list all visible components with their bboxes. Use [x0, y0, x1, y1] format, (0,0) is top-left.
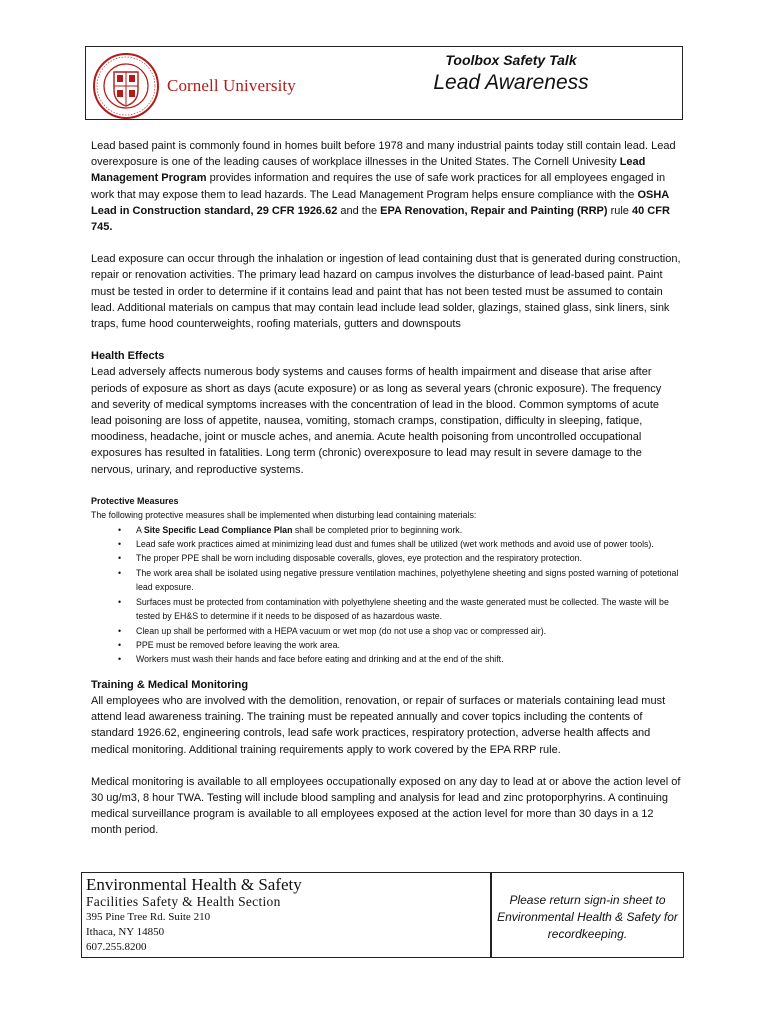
bullet-icon: •: [118, 524, 122, 535]
list-item-text: Surfaces must be protected from contamination with polyethylene sheeting and the waste generated must be collected. The waste will be tested by EH&S to determine if it needs to be disposed of as hazardous waste.: [136, 596, 669, 622]
list-item: [91, 652, 681, 666]
intro-bold-program: Lead Management Program: [91, 156, 646, 185]
cornell-logo: [90, 49, 305, 119]
document-body: [91, 138, 681, 855]
intro-text: rule: [607, 204, 632, 217]
bullet-icon: •: [118, 639, 122, 650]
footer-address-line2: Ithaca, NY 14850: [86, 926, 165, 938]
intro-text: Lead based paint is commonly found in homes built before 1978 and many industrial paints today still contain lead. Lead overexposure is one of the leading causes of workplace illnesses in the United States. The Cornell Univesity: [91, 140, 676, 169]
bullet-icon: •: [118, 654, 122, 665]
list-item: [91, 537, 681, 551]
list-item-text: A: [136, 524, 144, 535]
footer-contact-box: [81, 872, 491, 958]
list-item-text: Clean up shall be performed with a HEPA vacuum or wet mop (do not use a shop vac or compressed air).: [136, 625, 547, 636]
health-effects-paragraph: Lead adversely affects numerous body systems and causes forms of health impairment and disease that arise after periods of exposure as short as days (acute exposure) or as long as several years (chronic exposure). The frequency and severity of medical symptoms increases with the concentration of lead in the blood. Common symptoms of acute lead poisoning are loss of appetite, nausea, vomiting, stomach cramps, constipation, difficulty in sleeping, fatique, moodiness, headache, joint or muscle aches, and anemia. Acute health poisoning from uncontrolled occupational exposures has resulted in fatalities. Long term (chronic) overexposure to lead may result in severe damage to the nervous, urinary, and reproductive systems.: [91, 366, 662, 476]
footer-note: Please return sign-in sheet to Environmental Health & Safety for recordkeeping.: [497, 893, 678, 941]
intro-text: and the: [337, 204, 381, 217]
protective-measures-heading: Protective Measures: [91, 495, 179, 506]
list-item: [91, 624, 681, 638]
intro-text: provides information and requires the use of safe work practices for all employees engaged in work that may expose them to lead hazards. The Lead Management Program helps ensure compliance with the: [91, 172, 666, 201]
list-item: [91, 595, 681, 624]
footer-org: Environmental Health & Safety: [86, 875, 302, 894]
document-subtitle: Toolbox Safety Talk: [445, 52, 577, 68]
bullet-icon: •: [118, 553, 122, 564]
protective-measures-intro: The following protective measures shall be implemented when disturbing lead containing materials:: [91, 510, 477, 521]
health-effects-heading: Health Effects: [91, 350, 165, 363]
intro-bold-cfr: 40 CFR 745.: [91, 204, 670, 234]
bullet-icon: •: [118, 625, 122, 636]
medical-monitoring-paragraph: Medical monitoring is available to all employees occupationally exposed on any day to lead at or above the action level of 30 ug/m3, 8 hour TWA. Testing will include blood sampling and analysis for lead and zinc protoporphyrins. A continuing medical surveillance program is available to all employees exposed at the action level for more than 30 days in a 12 month period.: [91, 775, 681, 837]
training-paragraph: All employees who are involved with the demolition, renovation, or repair of surfaces or materials containing lead must attend lead awareness training. The training must be repeated annually and cover topics including the contents of standard 1926.62, engineering controls, lead safe work practices, respiratory protection, adverse health affects and medical monitoring. Additional training requirements apply to work covered by the EPA RRP rule.: [91, 694, 666, 756]
cornell-seal-icon: [92, 52, 160, 120]
list-item: [91, 551, 681, 565]
list-item-text: Workers must wash their hands and face before eating and drinking and at the end of the shift.: [136, 654, 504, 665]
list-item-text: The proper PPE shall be worn including disposable coveralls, gloves, eye protection and the respiratory protection.: [136, 553, 582, 564]
footer-section: Facilities Safety & Health Section: [86, 894, 281, 909]
exposure-paragraph: Lead exposure can occur through the inhalation or ingestion of lead containing dust that is generated during construction, repair or renovation activities. The primary lead hazard on campus involves the disturbance of lead-based paint. Paint must be tested in order to determine if it contains lead and paint that has not been tested must be assumed to contain lead. Additional materials on campus that may contain lead include lead solder, glazings, stained glass, sink liners, sink traps, fume hood counterweights, roofing materials, gutters and downspouts: [91, 253, 681, 331]
university-name: Cornell University: [167, 76, 296, 95]
protective-measures-section: [91, 494, 681, 667]
training-heading: Training & Medical Monitoring: [91, 678, 249, 691]
document-title: Lead Awareness: [433, 71, 589, 94]
footer-address-line1: 395 Pine Tree Rd. Suite 210: [86, 911, 211, 923]
footer-phone: 607.255.8200: [86, 941, 147, 953]
list-item-bold: Site Specific Lead Compliance Plan: [143, 524, 293, 535]
footer-note-box: [491, 872, 684, 958]
header-titles: [346, 51, 676, 95]
list-item: [91, 638, 681, 652]
bullet-icon: •: [118, 539, 122, 550]
protective-measures-list: [91, 523, 681, 667]
list-item-text: shall be completed prior to beginning work.: [292, 524, 463, 535]
header-box: [85, 46, 683, 120]
intro-bold-epa: EPA Renovation, Repair and Painting (RRP): [380, 204, 608, 217]
list-item: [91, 566, 681, 595]
intro-paragraph: [91, 138, 681, 235]
bullet-icon: •: [118, 596, 122, 607]
bullet-icon: •: [118, 567, 122, 578]
list-item-text: PPE must be removed before leaving the work area.: [136, 639, 340, 650]
intro-bold-osha: OSHA Lead in Construction standard, 29 CFR 1926.62: [91, 188, 669, 217]
list-item-text: Lead safe work practices aimed at minimizing lead dust and fumes shall be utilized (wet work methods and avoid use of power tools).: [136, 539, 654, 550]
list-item: [91, 523, 681, 537]
list-item-text: The work area shall be isolated using negative pressure ventilation machines, polyethylene sheeting and signs posted warning of potetional lead exposure.: [136, 567, 679, 593]
